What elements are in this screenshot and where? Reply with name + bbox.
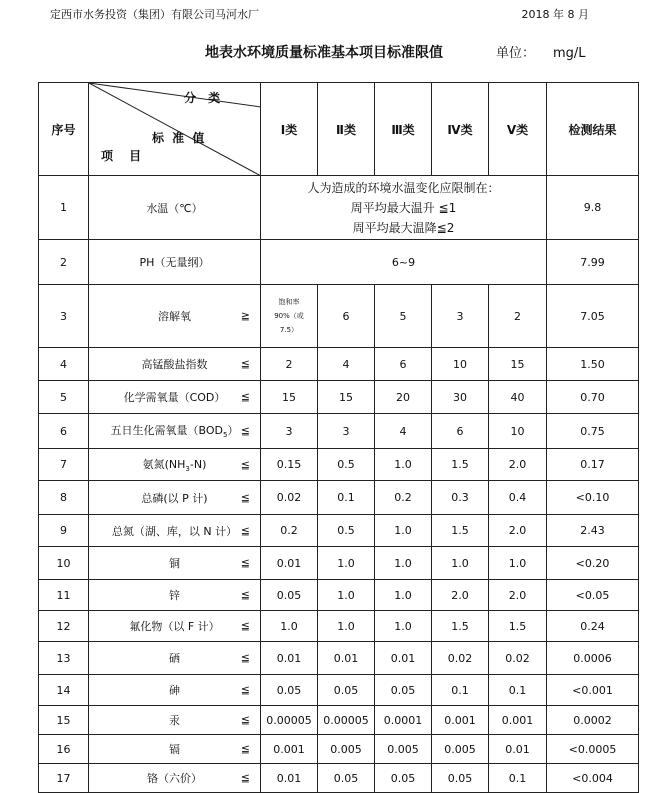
cell-value: 0.01 bbox=[375, 642, 432, 675]
rule-line: 周平均最大温降≦2 bbox=[352, 220, 455, 235]
cell-result: <0.05 bbox=[547, 580, 639, 611]
cell-value: 1.5 bbox=[432, 611, 489, 642]
cell-result: <0.20 bbox=[547, 547, 639, 580]
le-symbol: ≦ bbox=[240, 357, 250, 371]
le-symbol: ≦ bbox=[240, 390, 250, 404]
cell-no: 17 bbox=[39, 764, 89, 793]
table-row bbox=[39, 285, 639, 348]
cell-item: 水温（℃） bbox=[89, 176, 261, 240]
cell-value: 2 bbox=[489, 285, 547, 348]
cell-result: 9.8 bbox=[547, 176, 639, 240]
diag-class-label: 分 类 bbox=[184, 91, 225, 105]
cell-result: <0.001 bbox=[547, 675, 639, 706]
cell-value: 2 bbox=[261, 348, 318, 381]
cell-value: 0.2 bbox=[261, 515, 318, 547]
table-body bbox=[39, 83, 639, 793]
cell-value: 6 bbox=[318, 285, 375, 348]
cell-value: 0.0001 bbox=[375, 706, 432, 735]
item-name bbox=[142, 457, 207, 474]
cell-value: 0.1 bbox=[489, 675, 547, 706]
cell-value: 15 bbox=[489, 348, 547, 381]
le-symbol: ≦ bbox=[240, 491, 250, 504]
cell-value: 1.0 bbox=[375, 547, 432, 580]
report-date: 2018 年 8 月 bbox=[521, 8, 589, 21]
cell-value: 0.02 bbox=[432, 642, 489, 675]
cell-result: 0.75 bbox=[547, 414, 639, 449]
table-row bbox=[39, 764, 639, 793]
cell-value: 0.005 bbox=[318, 735, 375, 764]
cell-result: <0.004 bbox=[547, 764, 639, 793]
diag-item-label: 项 目 bbox=[101, 149, 148, 163]
cell-result: 0.70 bbox=[547, 381, 639, 414]
cell-ph-range: 6~9 bbox=[261, 240, 547, 285]
cell-value: 1.5 bbox=[489, 611, 547, 642]
cell-value: 4 bbox=[375, 414, 432, 449]
cell-no: 8 bbox=[39, 481, 89, 515]
cell-no: 4 bbox=[39, 348, 89, 381]
cell-value: 1.5 bbox=[432, 515, 489, 547]
le-symbol: ≦ bbox=[240, 619, 250, 633]
cell-result: 0.0002 bbox=[547, 706, 639, 735]
cell-value: 10 bbox=[489, 414, 547, 449]
cell-no: 3 bbox=[39, 285, 89, 348]
cell-value bbox=[261, 285, 318, 348]
cell-value: 1.5 bbox=[432, 449, 489, 481]
cell-value: 20 bbox=[375, 381, 432, 414]
cell-item bbox=[89, 515, 261, 547]
le-symbol: ≦ bbox=[240, 556, 250, 570]
cell-value: 0.05 bbox=[432, 764, 489, 793]
value-line: 饱和率 bbox=[278, 298, 300, 306]
cell-value: 0.1 bbox=[432, 675, 489, 706]
cell-item bbox=[89, 735, 261, 764]
cell-value: 4 bbox=[318, 348, 375, 381]
cell-value: 3 bbox=[432, 285, 489, 348]
table-row bbox=[39, 675, 639, 706]
cell-result: 1.50 bbox=[547, 348, 639, 381]
item-name: 化学需氧量（COD） bbox=[123, 391, 226, 404]
le-symbol: ≦ bbox=[240, 424, 250, 438]
cell-value: 0.4 bbox=[489, 481, 547, 515]
item-name: 氟化物（以 F 计） bbox=[129, 620, 220, 633]
item-name: 高锰酸盐指数 bbox=[141, 358, 208, 371]
diag-standard-label: 标 准 值 bbox=[152, 131, 207, 145]
cell-no: 11 bbox=[39, 580, 89, 611]
cell-item bbox=[89, 547, 261, 580]
le-symbol: ≦ bbox=[240, 588, 250, 602]
organization-name: 定西市水务投资（集团）有限公司马河水厂 bbox=[50, 8, 259, 21]
item-name-subscript: 5 bbox=[223, 431, 228, 440]
cell-item bbox=[89, 580, 261, 611]
cell-value: 0.01 bbox=[261, 547, 318, 580]
cell-no: 15 bbox=[39, 706, 89, 735]
diagonal-header-cell bbox=[89, 83, 261, 176]
cell-no: 16 bbox=[39, 735, 89, 764]
table-row bbox=[39, 449, 639, 481]
item-name: 砷 bbox=[169, 684, 180, 697]
item-name: 铬（六价） bbox=[147, 772, 202, 785]
cell-value: 0.01 bbox=[261, 642, 318, 675]
cell-value: 3 bbox=[261, 414, 318, 449]
value-line: 90%（或 bbox=[274, 312, 304, 320]
cell-item bbox=[89, 348, 261, 381]
item-name: 溶解氧 bbox=[158, 310, 191, 323]
cell-value: 0.05 bbox=[318, 675, 375, 706]
cell-value: 0.05 bbox=[261, 675, 318, 706]
table-row bbox=[39, 481, 639, 515]
col-header-grade: Ⅰ类 bbox=[261, 83, 318, 176]
col-header-grade: Ⅲ类 bbox=[375, 83, 432, 176]
cell-value: 0.00005 bbox=[261, 706, 318, 735]
item-name: 镉 bbox=[169, 743, 180, 756]
cell-no: 1 bbox=[39, 176, 89, 240]
cell-value: 0.3 bbox=[432, 481, 489, 515]
cell-result: 2.43 bbox=[547, 515, 639, 547]
le-symbol: ≦ bbox=[240, 458, 250, 471]
cell-value: 1.0 bbox=[375, 611, 432, 642]
item-name: 锌 bbox=[169, 589, 180, 602]
table-row bbox=[39, 414, 639, 449]
cell-value: 0.005 bbox=[375, 735, 432, 764]
cell-value: 3 bbox=[318, 414, 375, 449]
table-row bbox=[39, 706, 639, 735]
standards-table bbox=[38, 82, 639, 793]
table-row bbox=[39, 240, 639, 285]
cell-result: 0.0006 bbox=[547, 642, 639, 675]
unit-caption: 单位： bbox=[496, 46, 536, 61]
col-header-grade: Ⅳ类 bbox=[432, 83, 489, 176]
cell-no: 13 bbox=[39, 642, 89, 675]
table-row bbox=[39, 381, 639, 414]
top-header bbox=[50, 6, 589, 20]
cell-item bbox=[89, 381, 261, 414]
item-name-part: ） bbox=[227, 424, 239, 438]
cell-value: 0.05 bbox=[375, 764, 432, 793]
page-title: 地表水环境质量标准基本项目标准限值 bbox=[205, 45, 443, 61]
rule-line: 人为造成的环境水温变化应限制在： bbox=[307, 180, 500, 195]
cell-no: 10 bbox=[39, 547, 89, 580]
cell-value: 0.01 bbox=[318, 642, 375, 675]
cell-value: 0.00005 bbox=[318, 706, 375, 735]
cell-value: 2.0 bbox=[489, 580, 547, 611]
cell-value: 1.0 bbox=[489, 547, 547, 580]
le-symbol: ≦ bbox=[240, 742, 250, 756]
cell-value: 1.0 bbox=[432, 547, 489, 580]
cell-value: 0.001 bbox=[432, 706, 489, 735]
cell-value: 10 bbox=[432, 348, 489, 381]
cell-result: 7.05 bbox=[547, 285, 639, 348]
le-symbol: ≦ bbox=[240, 713, 250, 727]
item-name-part: -N) bbox=[189, 457, 207, 471]
cell-temperature-rule bbox=[261, 176, 547, 240]
cell-result: 0.17 bbox=[547, 449, 639, 481]
cell-value: 1.0 bbox=[261, 611, 318, 642]
cell-no: 12 bbox=[39, 611, 89, 642]
cell-value: 2.0 bbox=[489, 515, 547, 547]
cell-value: 40 bbox=[489, 381, 547, 414]
cell-value: 0.01 bbox=[261, 764, 318, 793]
cell-item bbox=[89, 481, 261, 515]
cell-item bbox=[89, 764, 261, 793]
cell-no: 7 bbox=[39, 449, 89, 481]
cell-result: 0.24 bbox=[547, 611, 639, 642]
cell-value: 0.5 bbox=[318, 449, 375, 481]
cell-item bbox=[89, 706, 261, 735]
cell-value: 1.0 bbox=[375, 580, 432, 611]
le-symbol: ≦ bbox=[240, 524, 250, 537]
cell-value: 1.0 bbox=[375, 515, 432, 547]
item-name bbox=[110, 424, 239, 440]
cell-no: 6 bbox=[39, 414, 89, 449]
cell-value: 0.02 bbox=[489, 642, 547, 675]
cell-value: 5 bbox=[375, 285, 432, 348]
col-header-grade: Ⅱ类 bbox=[318, 83, 375, 176]
col-header-result: 检测结果 bbox=[547, 83, 639, 176]
cell-value: 0.01 bbox=[489, 735, 547, 764]
cell-value: 0.005 bbox=[432, 735, 489, 764]
cell-item bbox=[89, 449, 261, 481]
cell-value: 1.0 bbox=[318, 611, 375, 642]
table-row bbox=[39, 348, 639, 381]
cell-item bbox=[89, 285, 261, 348]
item-name: 总磷(以 P 计) bbox=[141, 491, 208, 505]
cell-value: 0.05 bbox=[375, 675, 432, 706]
cell-value: 2.0 bbox=[489, 449, 547, 481]
cell-value: 15 bbox=[318, 381, 375, 414]
cell-item bbox=[89, 675, 261, 706]
item-name: 总氮（湖、库，以 N 计） bbox=[111, 524, 238, 538]
col-header-grade: Ⅴ类 bbox=[489, 83, 547, 176]
cell-item bbox=[89, 611, 261, 642]
table-row bbox=[39, 642, 639, 675]
cell-value: 1.0 bbox=[318, 580, 375, 611]
table-row bbox=[39, 611, 639, 642]
cell-value: 2.0 bbox=[432, 580, 489, 611]
rule-line: 周平均最大温升 ≦1 bbox=[350, 200, 457, 215]
unit-value: mg/L bbox=[553, 46, 586, 61]
cell-value: 0.2 bbox=[375, 481, 432, 515]
cell-result: 7.99 bbox=[547, 240, 639, 285]
item-name: 汞 bbox=[169, 714, 180, 727]
unit-label bbox=[496, 42, 586, 61]
cell-no: 9 bbox=[39, 515, 89, 547]
cell-value: 1.0 bbox=[375, 449, 432, 481]
table-row bbox=[39, 580, 639, 611]
cell-value: 15 bbox=[261, 381, 318, 414]
table-row bbox=[39, 547, 639, 580]
cell-result: <0.10 bbox=[547, 481, 639, 515]
item-name-part: 氨氮(NH bbox=[142, 457, 186, 471]
le-symbol: ≦ bbox=[240, 683, 250, 697]
col-header-no: 序号 bbox=[39, 83, 89, 176]
cell-value: 6 bbox=[432, 414, 489, 449]
cell-no: 5 bbox=[39, 381, 89, 414]
table-row bbox=[39, 515, 639, 547]
item-name: 铜 bbox=[169, 557, 180, 570]
cell-value: 0.1 bbox=[318, 481, 375, 515]
item-name: 硒 bbox=[169, 652, 180, 665]
table-row bbox=[39, 735, 639, 764]
cell-value: 0.05 bbox=[261, 580, 318, 611]
value-line: 7.5） bbox=[279, 326, 299, 334]
cell-value: 0.1 bbox=[489, 764, 547, 793]
le-symbol: ≦ bbox=[240, 771, 250, 785]
item-name-part: 五日生化需氧量（BOD bbox=[110, 424, 223, 438]
le-symbol: ≦ bbox=[240, 651, 250, 665]
cell-no: 14 bbox=[39, 675, 89, 706]
table-header-row bbox=[39, 83, 639, 176]
cell-item: PH（无量纲） bbox=[89, 240, 261, 285]
cell-item bbox=[89, 642, 261, 675]
cell-value: 0.05 bbox=[318, 764, 375, 793]
cell-value: 6 bbox=[375, 348, 432, 381]
cell-no: 2 bbox=[39, 240, 89, 285]
cell-result: <0.0005 bbox=[547, 735, 639, 764]
cell-value: 0.15 bbox=[261, 449, 318, 481]
ge-symbol: ≧ bbox=[240, 309, 250, 323]
cell-value: 1.0 bbox=[318, 547, 375, 580]
cell-value: 30 bbox=[432, 381, 489, 414]
table-row bbox=[39, 176, 639, 240]
cell-value: 0.5 bbox=[318, 515, 375, 547]
cell-value: 0.02 bbox=[261, 481, 318, 515]
item-name-subscript: 3 bbox=[185, 465, 190, 474]
cell-item bbox=[89, 414, 261, 449]
cell-value: 0.001 bbox=[261, 735, 318, 764]
cell-value: 0.001 bbox=[489, 706, 547, 735]
